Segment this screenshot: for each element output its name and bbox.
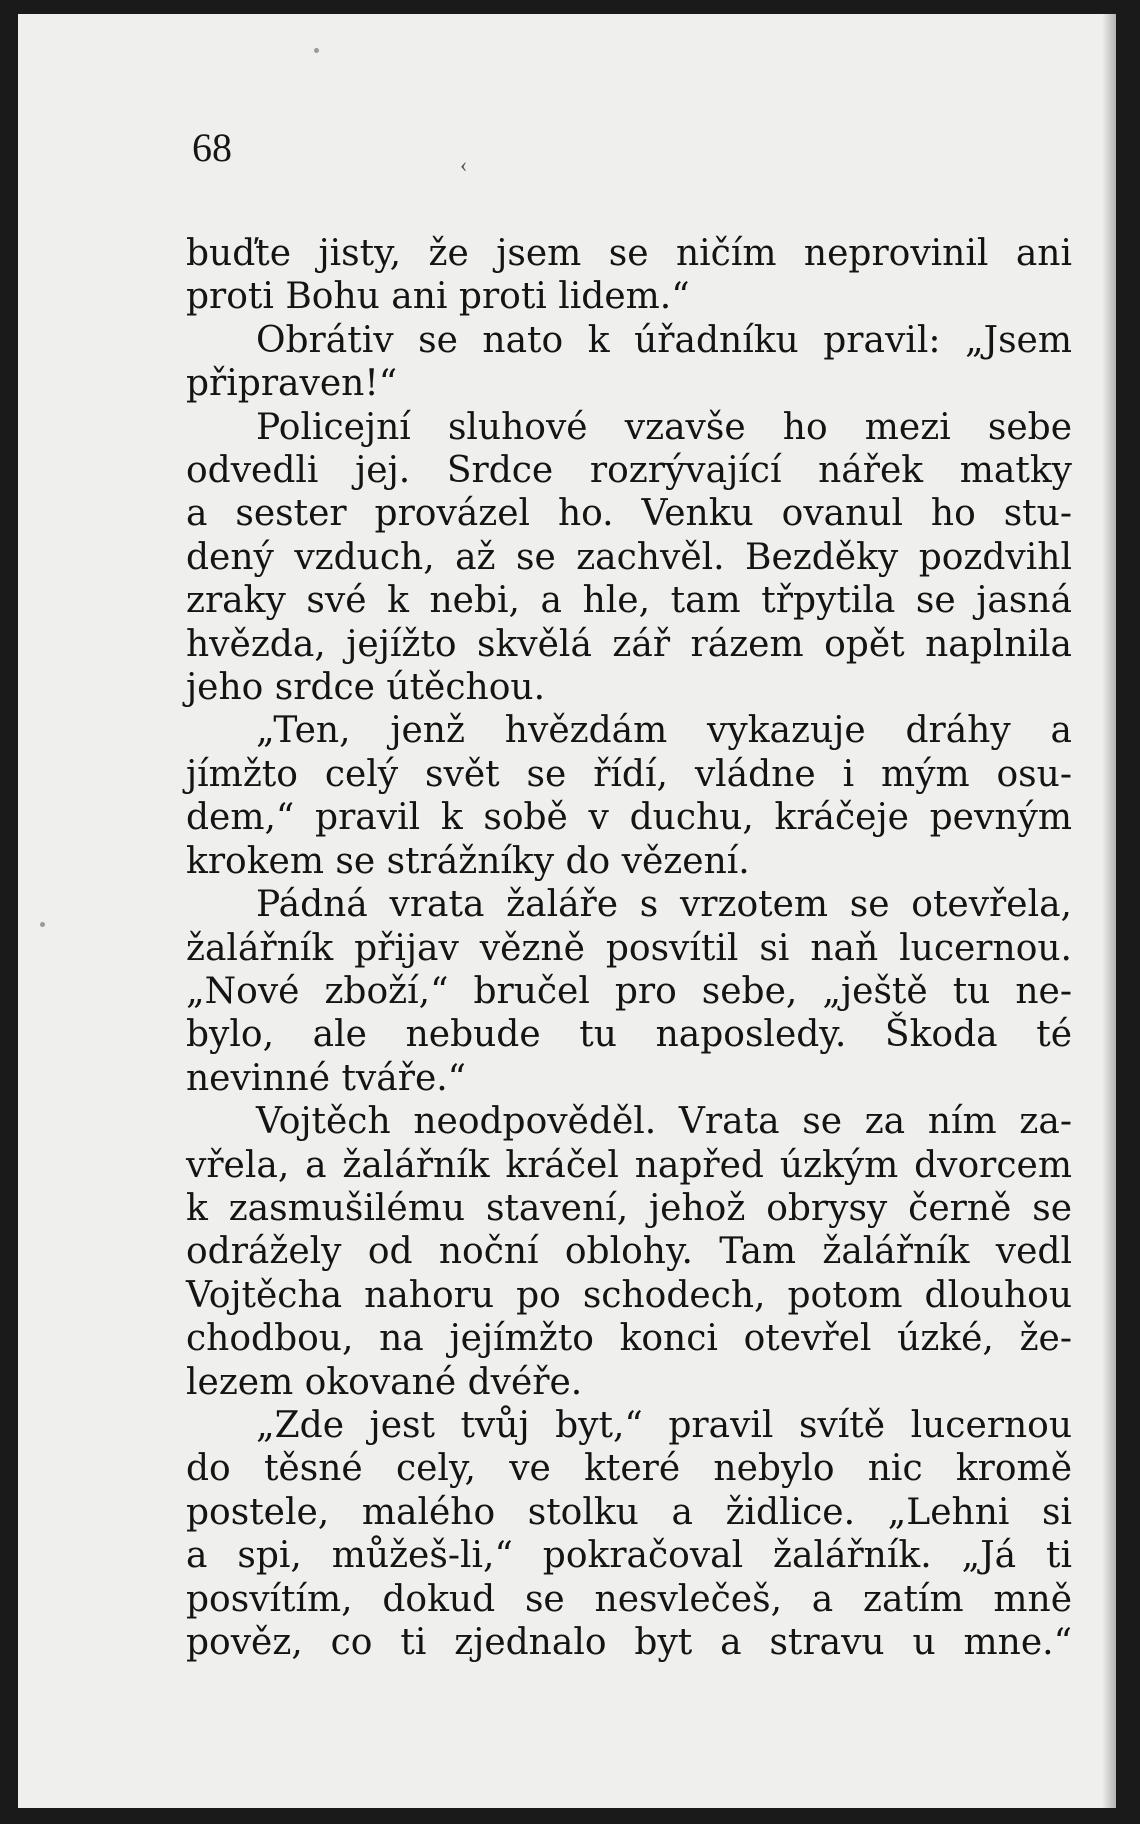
text-line: bylo, ale nebude tu naposledy. Škoda té (186, 1014, 1072, 1056)
text-line: jímžto celý svět se řídí, vládne i mým osu- (186, 753, 1072, 795)
text-line: „Nové zboží,“ bručel pro sebe, „ještě tu ne- (186, 970, 1072, 1012)
text-line: krokem se strážníky do vězení. (186, 840, 750, 882)
text-line: vřela, a žalářník kráčel napřed úzkým dvorcem (186, 1144, 1072, 1186)
text-line: jeho srdce útěchou. (186, 667, 546, 709)
text-line: a spi, můžeš-li,“ pokračoval žalářník. „Já ti (186, 1535, 1072, 1577)
text-line: posvítím, dokud se nesvlečeš, a zatím mně (186, 1578, 1072, 1620)
text-line: odvedli jej. Srdce rozrývající nářek matky (186, 450, 1072, 492)
paper-speck (40, 922, 45, 927)
text-line: hvězda, jejížto skvělá zář rázem opět naplnila (186, 623, 1072, 665)
text-line: buďte jisty, že jsem se ničím neprovinil ani (186, 233, 1072, 274)
text-line: „Ten, jenž hvězdám vykazuje dráhy a (256, 710, 1072, 752)
body-text (186, 232, 1072, 1664)
text-line: odrážely od noční oblohy. Tam žalářník vedl (186, 1231, 1072, 1273)
text-line: zraky své k nebi, a hle, tam třpytila se jasná (186, 580, 1072, 622)
text-line: „Zde jest tvůj byt,“ pravil svítě lucernou (256, 1404, 1072, 1446)
paper-speck (314, 48, 319, 53)
printer-mark: ‹ (460, 152, 468, 177)
text-line: připraven!“ (186, 363, 398, 405)
text-line: postele, malého stolku a židlice. „Lehni si (186, 1491, 1072, 1533)
text-line: nevinné tváře.“ (186, 1057, 467, 1099)
text-line: lezem okované dvéře. (186, 1361, 583, 1403)
text-line: a sester provázel ho. Venku ovanul ho stu- (186, 493, 1072, 535)
text-line: Vojtěcha nahoru po schodech, potom dlouhou (186, 1274, 1072, 1316)
text-line: Vojtěch neodpověděl. Vrata se za ním za- (256, 1101, 1072, 1143)
text-line: pověz, co ti zjednalo byt a stravu u mne.“ (186, 1622, 1072, 1663)
text-line: Policejní sluhové vzavše ho mezi sebe (256, 406, 1072, 448)
text-line: Pádná vrata žaláře s vrzotem se otevřela, (256, 884, 1072, 926)
text-line: dený vzduch, až se zachvěl. Bezděky pozdvihl (186, 536, 1072, 578)
text-line: chodbou, na jejímžto konci otevřel úzké, že- (186, 1318, 1072, 1360)
text-line: k zasmušilému stavení, jehož obrysy černě se (186, 1187, 1072, 1229)
book-page (18, 14, 1116, 1808)
text-line: proti Bohu ani proti lidem.“ (186, 276, 690, 318)
text-line: Obrátiv se nato k úřadníku pravil: „Jsem (256, 319, 1072, 361)
page-number: 68 (192, 125, 232, 170)
text-line: dem,“ pravil k sobě v duchu, kráčeje pevným (186, 797, 1072, 839)
text-line: do těsné cely, ve které nebylo nic kromě (186, 1448, 1072, 1490)
text-line: žalářník přijav vězně posvítil si naň lucernou. (186, 927, 1072, 969)
